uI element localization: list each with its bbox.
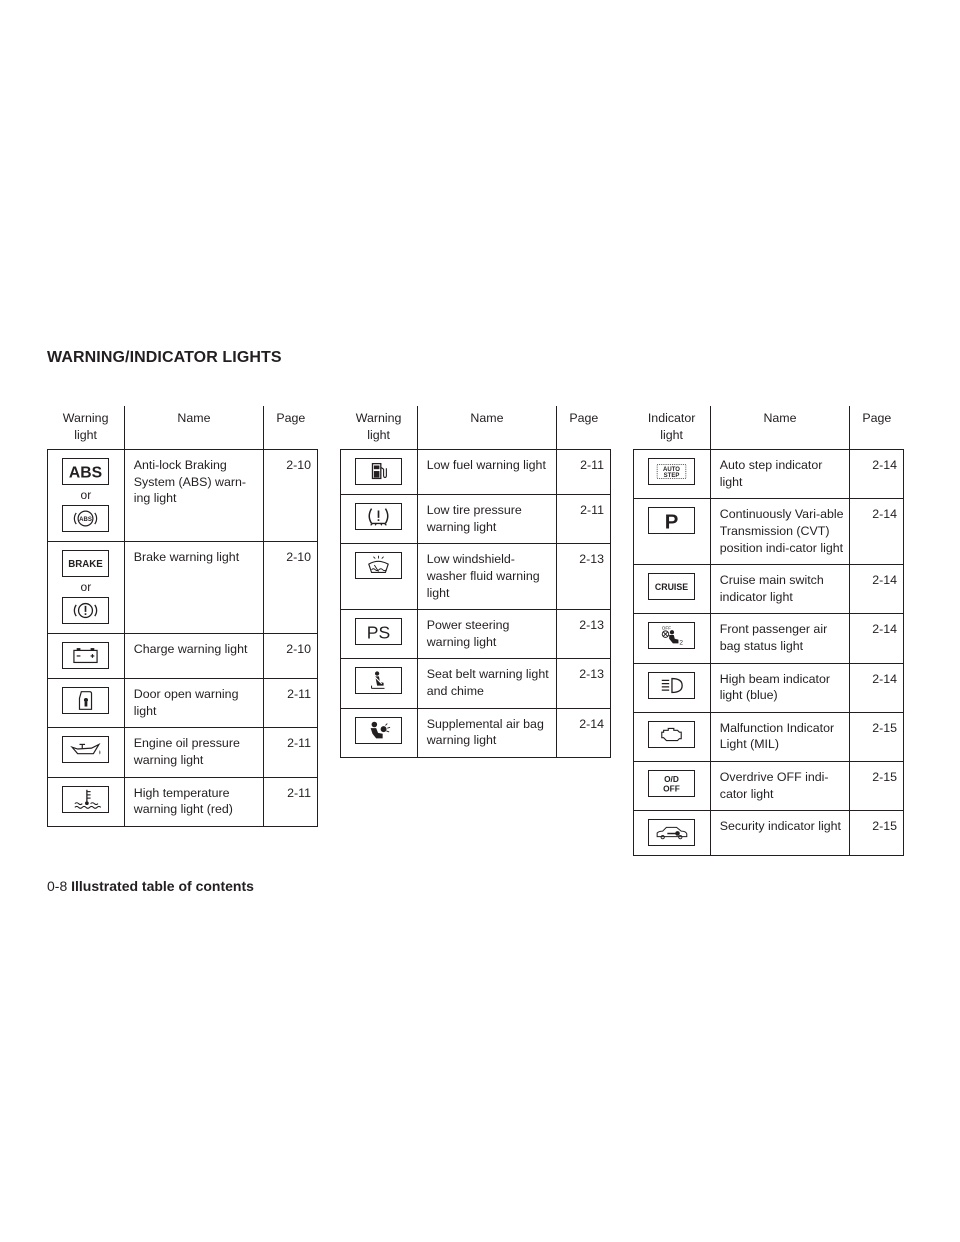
- or-label: or: [80, 488, 92, 503]
- light-name: Overdrive OFF indi-cator light: [710, 761, 849, 810]
- page-ref: 2-10: [264, 634, 318, 679]
- table-row: [48, 777, 318, 826]
- abs-text-icon: [62, 458, 109, 485]
- light-name: Seat belt warning light and chime: [417, 659, 556, 708]
- battery-icon: [62, 642, 109, 669]
- security-car-key-icon: [648, 819, 695, 846]
- light-name: Auto step indicator light: [710, 450, 849, 499]
- light-name: Front passenger air bag status light: [710, 614, 849, 663]
- page-ref: 2-14: [557, 708, 611, 757]
- table-row: [48, 728, 318, 777]
- page-footer: [47, 878, 254, 894]
- light-name: Engine oil pressure warning light: [124, 728, 263, 777]
- table-row: [634, 499, 904, 565]
- svg-text:BRAKE: BRAKE: [68, 559, 104, 571]
- check-engine-icon: [648, 721, 695, 748]
- high-beam-icon: [648, 672, 695, 699]
- header-light: Indicator light: [634, 406, 711, 450]
- cruise-text-icon: [648, 573, 695, 600]
- header-page: Page: [264, 406, 318, 450]
- oil-can-icon: [62, 736, 109, 763]
- light-cell: [634, 712, 711, 761]
- door-open-icon: [62, 687, 109, 714]
- table-row: [341, 450, 611, 495]
- table-row: [341, 610, 611, 659]
- table-row: [634, 663, 904, 712]
- header-name: Name: [710, 406, 849, 450]
- table-row: [634, 565, 904, 614]
- table-row: [48, 679, 318, 728]
- table-row: [48, 450, 318, 542]
- footer-title: Illustrated table of contents: [71, 878, 254, 894]
- park-p-icon: [648, 507, 695, 534]
- light-cell: [341, 708, 418, 757]
- page-ref: 2-10: [264, 450, 318, 542]
- svg-text:OFF: OFF: [663, 783, 681, 794]
- or-label: or: [80, 580, 92, 595]
- warning-lights-table-1: [47, 406, 318, 827]
- page-ref: 2-14: [850, 450, 904, 499]
- light-cell: [341, 610, 418, 659]
- light-cell: [341, 544, 418, 610]
- table-row: [341, 495, 611, 544]
- warning-lights-table-2: [340, 406, 611, 758]
- light-cell: [634, 761, 711, 810]
- page-ref: 2-14: [850, 663, 904, 712]
- page-ref: 2-11: [264, 777, 318, 826]
- svg-text:PS: PS: [367, 622, 391, 643]
- light-name: Power steering warning light: [417, 610, 556, 659]
- light-cell: [48, 542, 125, 634]
- header-light: Warning light: [341, 406, 418, 450]
- light-cell: [341, 659, 418, 708]
- temperature-icon: [62, 786, 109, 813]
- svg-text:ABS: ABS: [79, 517, 93, 524]
- table-row: [48, 542, 318, 634]
- page-heading: WARNING/INDICATOR LIGHTS: [47, 349, 282, 366]
- washer-fluid-icon: [355, 552, 402, 579]
- light-cell: [634, 565, 711, 614]
- light-name: Charge warning light: [124, 634, 263, 679]
- light-name: High temperature warning light (red): [124, 777, 263, 826]
- svg-text:STEP: STEP: [664, 473, 680, 480]
- light-cell: [48, 728, 125, 777]
- light-cell: [48, 450, 125, 542]
- light-name: Low windshield-washer fluid warning light: [417, 544, 556, 610]
- table-header-row: [634, 406, 904, 450]
- light-name: Supplemental air bag warning light: [417, 708, 556, 757]
- page-ref: 2-15: [850, 811, 904, 856]
- header-page: Page: [557, 406, 611, 450]
- table-row: [634, 811, 904, 856]
- table-row: [48, 634, 318, 679]
- svg-text:AUTO: AUTO: [663, 467, 681, 474]
- page-ref: 2-13: [557, 544, 611, 610]
- svg-text:CRUISE: CRUISE: [655, 582, 689, 593]
- table-row: [634, 614, 904, 663]
- svg-text:P: P: [665, 511, 679, 534]
- light-name: Cruise main switch indicator light: [710, 565, 849, 614]
- fuel-pump-icon: [355, 458, 402, 485]
- light-name: High beam indicator light (blue): [710, 663, 849, 712]
- page-ref: 2-11: [264, 679, 318, 728]
- light-name: Anti-lock Braking System (ABS) warn-ing light: [124, 450, 263, 542]
- table-header-row: [341, 406, 611, 450]
- light-name: Low fuel warning light: [417, 450, 556, 495]
- svg-text:O/D: O/D: [664, 774, 680, 785]
- table-row: [341, 544, 611, 610]
- light-cell: [48, 634, 125, 679]
- table-row: [634, 712, 904, 761]
- page-ref: 2-14: [850, 499, 904, 565]
- page-ref: 2-11: [557, 450, 611, 495]
- table-row: [341, 659, 611, 708]
- light-cell: [341, 495, 418, 544]
- table-header-row: [48, 406, 318, 450]
- light-name: Malfunction Indicator Light (MIL): [710, 712, 849, 761]
- header-name: Name: [124, 406, 263, 450]
- light-cell: [634, 499, 711, 565]
- light-name: Low tire pressure warning light: [417, 495, 556, 544]
- light-cell: [341, 450, 418, 495]
- indicator-lights-table: [633, 406, 904, 856]
- table-row: [341, 708, 611, 757]
- header-page: Page: [850, 406, 904, 450]
- svg-text:2: 2: [679, 639, 684, 647]
- brake-text-icon: [62, 550, 109, 577]
- page-ref: 2-15: [850, 712, 904, 761]
- table-row: [634, 450, 904, 499]
- light-name: Brake warning light: [124, 542, 263, 634]
- light-name: Security indicator light: [710, 811, 849, 856]
- od-off-icon: [648, 770, 695, 797]
- page-ref: 2-14: [850, 614, 904, 663]
- header-name: Name: [417, 406, 556, 450]
- light-name: Continuously Vari-able Transmission (CVT) position indi-cator light: [710, 499, 849, 565]
- power-steering-icon: [355, 618, 402, 645]
- page-ref: 2-10: [264, 542, 318, 634]
- light-cell: [634, 450, 711, 499]
- header-light: Warning light: [48, 406, 125, 450]
- auto-step-icon: [648, 458, 695, 485]
- light-name: Door open warning light: [124, 679, 263, 728]
- light-cell: [48, 679, 125, 728]
- page-ref: 2-13: [557, 610, 611, 659]
- light-cell: [634, 614, 711, 663]
- page-ref: 2-13: [557, 659, 611, 708]
- page-ref: 2-14: [850, 565, 904, 614]
- page-ref: 2-11: [264, 728, 318, 777]
- light-cell: [634, 811, 711, 856]
- page-number: 0-8: [47, 878, 68, 894]
- airbag-icon: [355, 717, 402, 744]
- seat-belt-icon: [355, 667, 402, 694]
- brake-circle-icon: [62, 597, 109, 624]
- svg-text:ABS: ABS: [69, 464, 103, 482]
- light-cell: [634, 663, 711, 712]
- page-ref: 2-11: [557, 495, 611, 544]
- light-cell: [48, 777, 125, 826]
- svg-text:OFF: OFF: [662, 625, 672, 631]
- tire-pressure-icon: [355, 503, 402, 530]
- page-ref: 2-15: [850, 761, 904, 810]
- abs-circle-icon: [62, 505, 109, 532]
- table-row: [634, 761, 904, 810]
- passenger-airbag-off-icon: [648, 622, 695, 649]
